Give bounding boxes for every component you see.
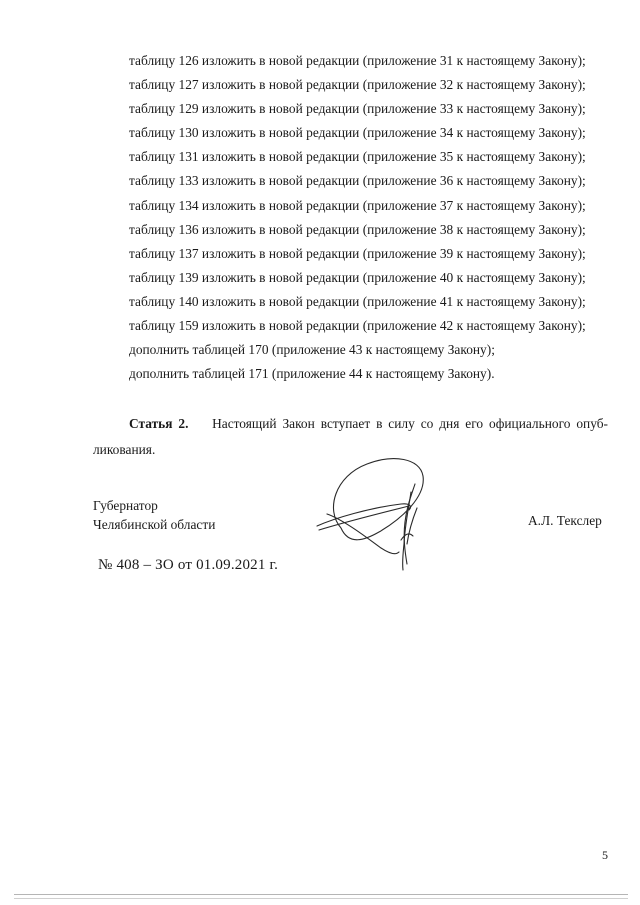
article-text-line2: ликования. — [93, 442, 156, 457]
amendment-item: таблицу 133 изложить в новой редакции (приложение 36 к настоящему Закону); — [129, 173, 586, 189]
amendment-item: таблицу 131 изложить в новой редакции (приложение 35 к настоящему Закону); — [129, 149, 586, 165]
amendment-item: дополнить таблицей 171 (приложение 44 к настоящему Закону). — [129, 366, 495, 382]
scan-edge-line — [14, 898, 628, 899]
amendment-item: таблицу 134 изложить в новой редакции (приложение 37 к настоящему Закону); — [129, 197, 586, 213]
signatory-title — [93, 496, 215, 534]
amendment-list — [129, 49, 609, 386]
law-number: № 408 – ЗО от 01.09.2021 г. — [98, 557, 279, 573]
scan-edge-line — [14, 894, 628, 895]
amendment-item: таблицу 140 изложить в новой редакции (приложение 41 к настоящему Закону); — [129, 293, 586, 309]
article-text-line1: Настоящий Закон вступает в силу со дня его официального опуб- — [212, 416, 608, 431]
amendment-item: таблицу 139 изложить в новой редакции (приложение 40 к настоящему Закону); — [129, 269, 586, 285]
article-first-line — [93, 411, 608, 437]
page-number: 5 — [602, 848, 608, 862]
handwritten-signature — [305, 448, 435, 578]
amendment-item: дополнить таблицей 170 (приложение 43 к настоящему Закону); — [129, 342, 495, 358]
amendment-item: таблицу 130 изложить в новой редакции (приложение 34 к настоящему Закону); — [129, 125, 586, 141]
amendment-item: таблицу 129 изложить в новой редакции (приложение 33 к настоящему Закону); — [129, 101, 586, 117]
amendment-item: таблицу 126 изложить в новой редакции (приложение 31 к настоящему Закону); — [129, 53, 586, 68]
amendment-item: таблицу 127 изложить в новой редакции (приложение 32 к настоящему Закону); — [129, 77, 586, 93]
signatory-name: А.Л. Текслер — [528, 513, 602, 528]
signatory-title-line2: Челябинской области — [93, 517, 216, 532]
signatory-title-line1: Губернатор — [93, 498, 158, 513]
article-heading: Статья 2. — [129, 416, 189, 431]
amendment-item: таблицу 137 изложить в новой редакции (приложение 39 к настоящему Закону); — [129, 245, 586, 261]
amendment-item: таблицу 136 изложить в новой редакции (приложение 38 к настоящему Закону); — [129, 221, 586, 237]
amendment-item: таблицу 159 изложить в новой редакции (приложение 42 к настоящему Закону); — [129, 318, 586, 334]
